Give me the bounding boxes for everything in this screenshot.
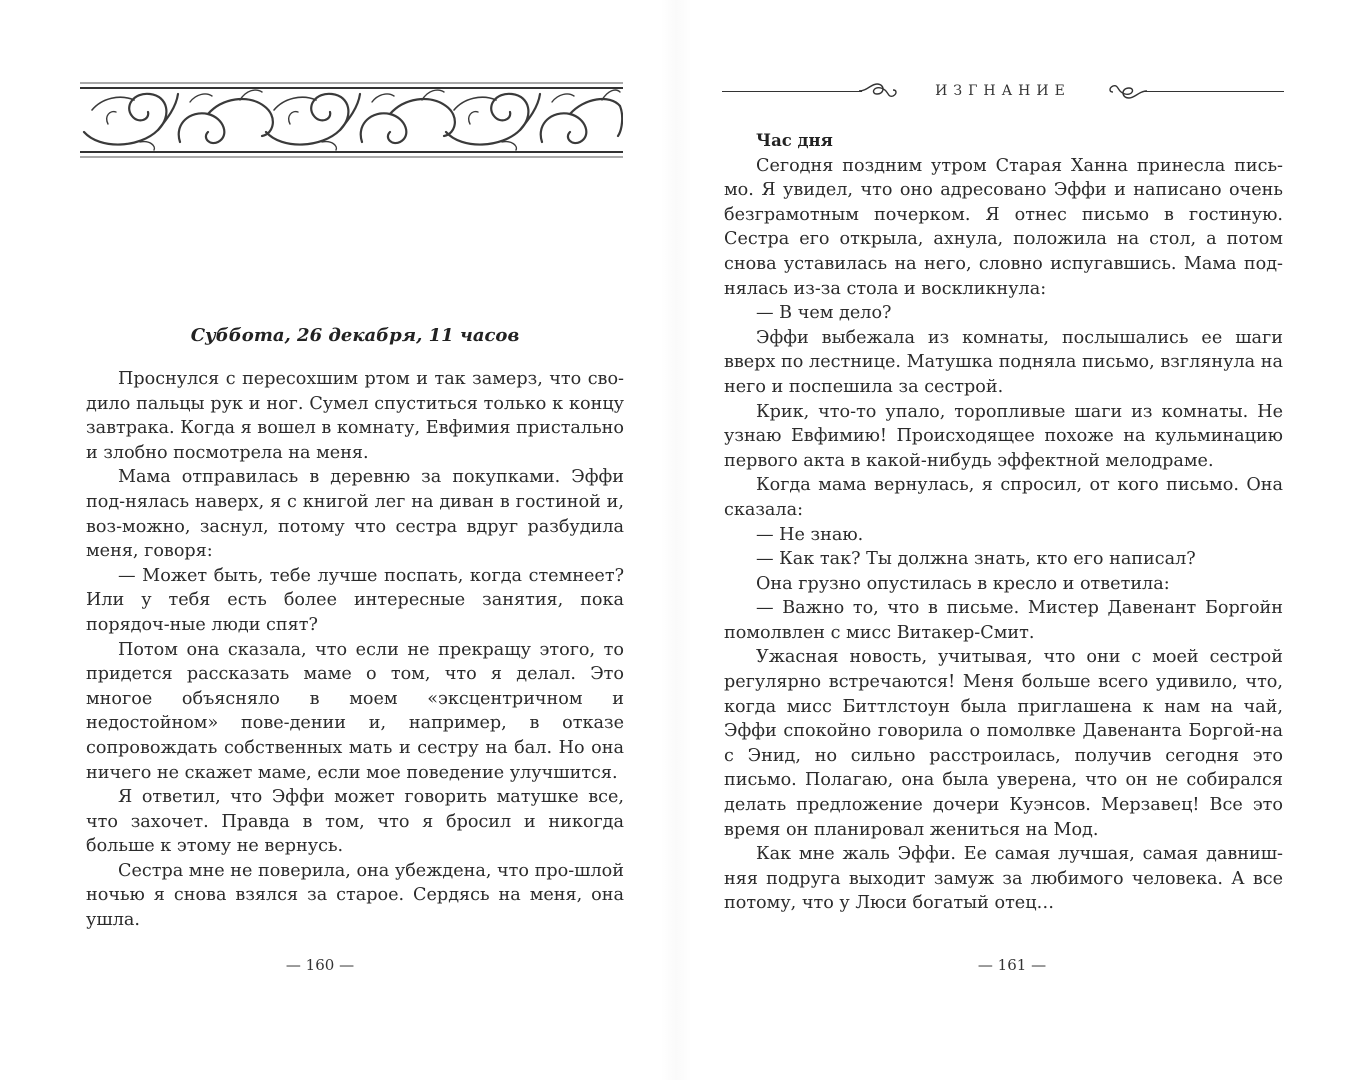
paragraph: Эффи выбежала из комнаты, послышались ее шаги вверх по лестнице. Матушка подняла письмо, взглянула на него и поспешила за сестрой. — [724, 327, 1283, 397]
running-head-title: ИЗГНАНИЕ — [935, 83, 1071, 99]
paragraph: Сестра мне не поверила, она убеждена, что про-шлой ночью я снова взялся за старое. Сердясь на меня, она ушла. — [86, 860, 624, 931]
paragraph: Сегодня поздним утром Старая Ханна принесла пись-мо. Я увидел, что оно адресовано Эффи и написано очень безграмотным почерком. Я отнес письмо в гостиную. Сестра его открыла, ахнула, положила на стол, а потом снова уставилась на него, словно испугавшись. Мама под-нялась из-за стола и воскликнула: — [724, 155, 1283, 299]
paragraph: — Важно то, что в письме. Мистер Давенант Боргойн помолвлен с мисс Витакер-Смит. — [724, 598, 1283, 643]
paragraph: Когда мама вернулась, я спросил, от кого письмо. Она сказала: — [724, 475, 1283, 520]
left-page-body — [86, 367, 624, 933]
flourish-right-icon — [1105, 80, 1149, 102]
ornamental-border-icon — [80, 80, 623, 160]
paragraph: — Как так? Ты должна знать, кто его написал? — [756, 549, 1196, 570]
paragraph: Я ответил, что Эффи может говорить матушке все, что захочет. Правда в том, что я бросил и никогда больше к этому не вернусь. — [86, 787, 624, 857]
paragraph: — Может быть, тебе лучше поспать, когда стемнеет? Или у тебя есть более интересные занятия, пока порядоч-ные люди спят? — [86, 565, 624, 635]
paragraph: Ужасная новость, учитывая, что они с моей сестрой регулярно встречаются! Меня больше всего удивило, что, когда мисс Биттлстоун была приглашена к нам на чай, Эффи спокойно говорила о помолвке Давенанта Боргой-на с Энид, но сильно расстроилась, получив сегодня это письмо. Полагаю, она была уверена, что он не собирался делать предложение дочери Куэнсов. Мерзавец! Все это время он планировал жениться на Мод. — [724, 647, 1283, 840]
header-rule-right — [1144, 91, 1284, 92]
paragraph: Как мне жаль Эффи. Ее самая лучшая, самая давниш-няя подруга выходит замуж за любимого человека. А все потому, что у Люси богатый отец… — [724, 844, 1283, 914]
paragraph: Крик, что-то упало, торопливые шаги из комнаты. Не узнаю Евфимию! Происходящее похоже на кульминацию первого акта в какой-нибудь эффектной мелодраме. — [724, 401, 1283, 471]
paragraph: — Не знаю. — [756, 524, 864, 545]
paragraph: Мама отправилась в деревню за покупками. Эффи под-нялась наверх, я с книгой лег на диван в гостиной и, воз-можно, заснул, потому что сестра вдруг разбудила меня, говоря: — [86, 467, 624, 562]
page-number: — 160 — — [285, 956, 355, 974]
page-number: — 161 — — [977, 956, 1047, 974]
running-head — [722, 78, 1284, 104]
paragraph: Проснулся с пересохшим ртом и так замерз, что сво-дило пальцы рук и ног. Сумел спуститься только к концу завтрака. Когда я вошел в комнату, Евфимия пристально и злобно посмотрела на меня. — [86, 369, 624, 463]
diary-entry-heading: Суббота, 26 декабря, 11 часов — [190, 325, 520, 346]
paragraph: — В чем дело? — [756, 303, 892, 324]
paragraph: Она грузно опустилась в кресло и ответила: — [756, 573, 1170, 594]
section-heading: Час дня — [756, 131, 833, 150]
paragraph: Потом она сказала, что если не прекращу этого, то придется рассказать маме о том, что я делал. Это многое объясняло в моем «эксцентричном и недостойном» пове-дении и, например, в отказе сопровождать собственных мать и сестру на бал. Но она ничего не скажет маме, если мое поведение улучшится. — [86, 639, 624, 783]
right-page-body — [724, 129, 1283, 916]
right-page — [676, 0, 1352, 1080]
